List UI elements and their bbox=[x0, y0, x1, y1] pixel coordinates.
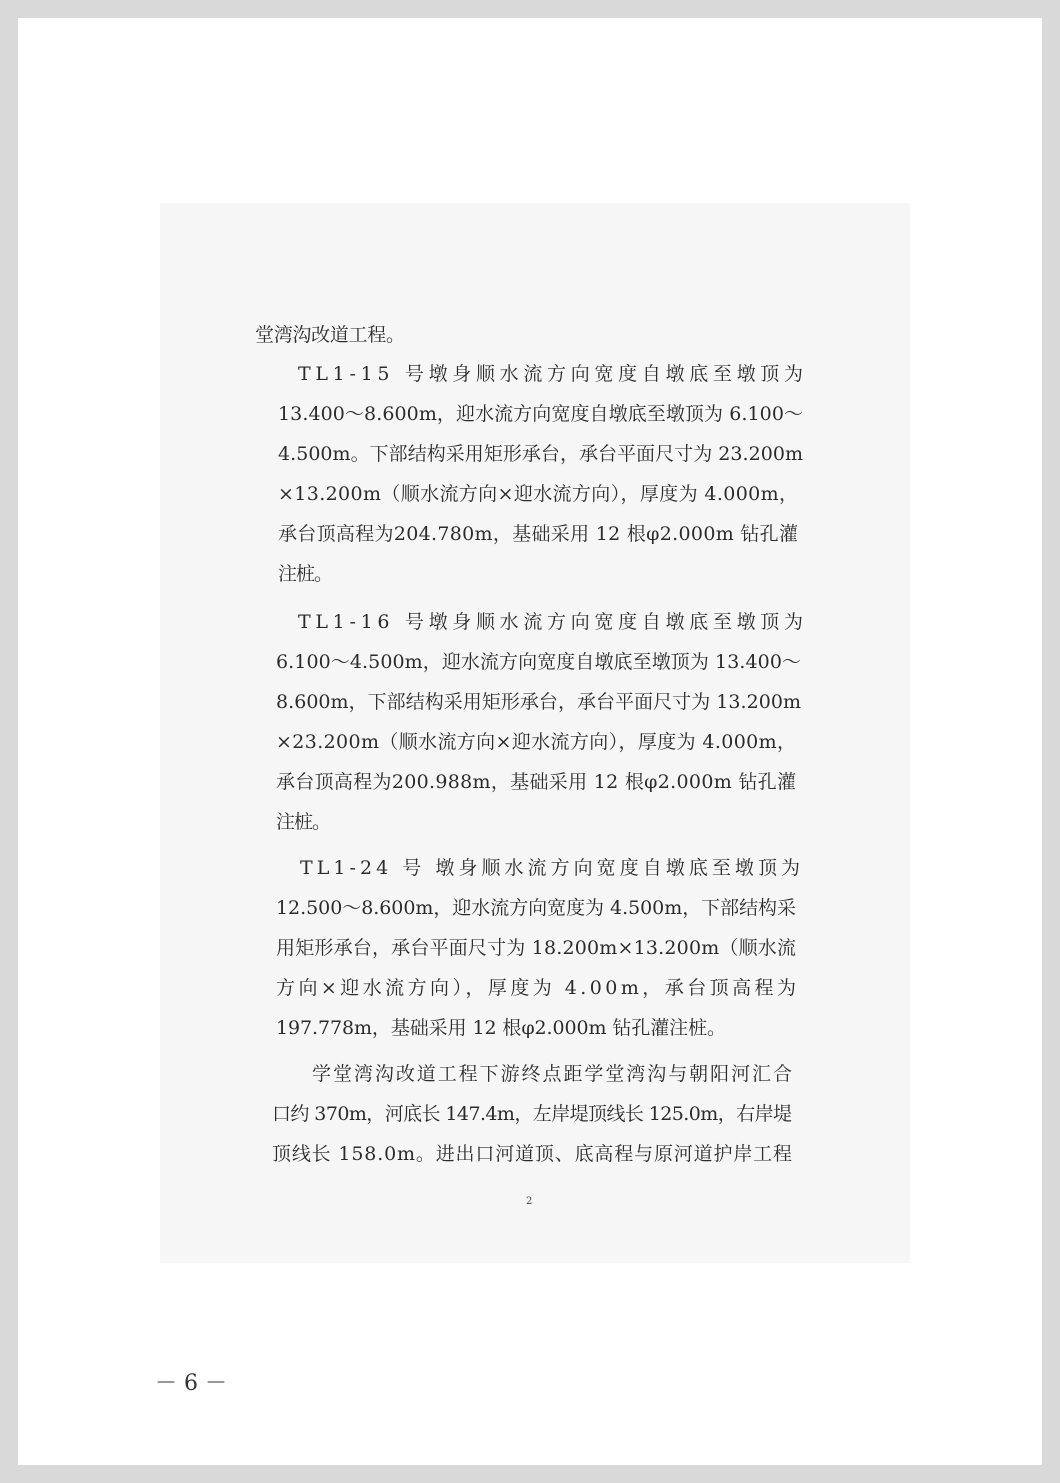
text-line: 13.400～8.600m，迎水流方向宽度自墩底至墩顶为 6.100～ bbox=[278, 403, 804, 425]
text-line: 承台顶高程为204.780m，基础采用 12 根φ2.000m 钻孔灌 bbox=[278, 523, 799, 545]
page-number: － 6 － bbox=[155, 1371, 227, 1396]
text-line: TL1-16 号墩身顺水流方向宽度自墩底至墩顶为 bbox=[298, 611, 808, 633]
scan-page-number: 2 bbox=[526, 1196, 533, 1207]
text-line: 用矩形承台，承台平面尺寸为 18.200m×13.200m（顺水流 bbox=[276, 937, 797, 959]
text-line: 6.100～4.500m，迎水流方向宽度自墩底至墩顶为 13.400～ bbox=[276, 651, 802, 673]
text-line: 注桩。 bbox=[276, 811, 330, 833]
text-line: 8.600m，下部结构采用矩形承台，承台平面尺寸为 13.200m bbox=[276, 691, 802, 713]
text-line: 4.500m。下部结构采用矩形承台，承台平面尺寸为 23.200m bbox=[278, 443, 804, 465]
text-line: 堂湾沟改道工程。 bbox=[255, 324, 405, 346]
text-line: 学堂湾沟改道工程下游终点距学堂湾沟与朝阳河汇合 bbox=[312, 1063, 794, 1085]
text-line: 承台顶高程为200.988m，基础采用 12 根φ2.000m 钻孔灌 bbox=[276, 771, 797, 793]
text-line: 12.500～8.600m，迎水流方向宽度为 4.500m，下部结构采 bbox=[276, 897, 796, 919]
text-line: TL1-15 号墩身顺水流方向宽度自墩底至墩顶为 bbox=[298, 363, 808, 385]
text-line: 口约 370m，河底长 147.4m，左岸堤顶线长 125.0m，右岸堤 bbox=[272, 1103, 792, 1125]
text-line: 顶线长 158.0m。进出口河道顶、底高程与原河道护岸工程 bbox=[272, 1143, 793, 1165]
text-line: TL1-24 号 墩身顺水流方向宽度自墩底至墩顶为 bbox=[300, 857, 805, 879]
text-line: ×13.200m（顺水流方向×迎水流方向），厚度为 4.000m， bbox=[278, 483, 799, 505]
text-line: 方向×迎水流方向），厚度为 4.00m，承台顶高程为 bbox=[276, 977, 800, 999]
text-line: 注桩。 bbox=[278, 563, 332, 585]
text-line: 197.778m，基础采用 12 根φ2.000m 钻孔灌注桩。 bbox=[276, 1017, 726, 1039]
scanned-page bbox=[160, 203, 910, 1263]
text-line: ×23.200m（顺水流方向×迎水流方向），厚度为 4.000m， bbox=[276, 731, 797, 753]
